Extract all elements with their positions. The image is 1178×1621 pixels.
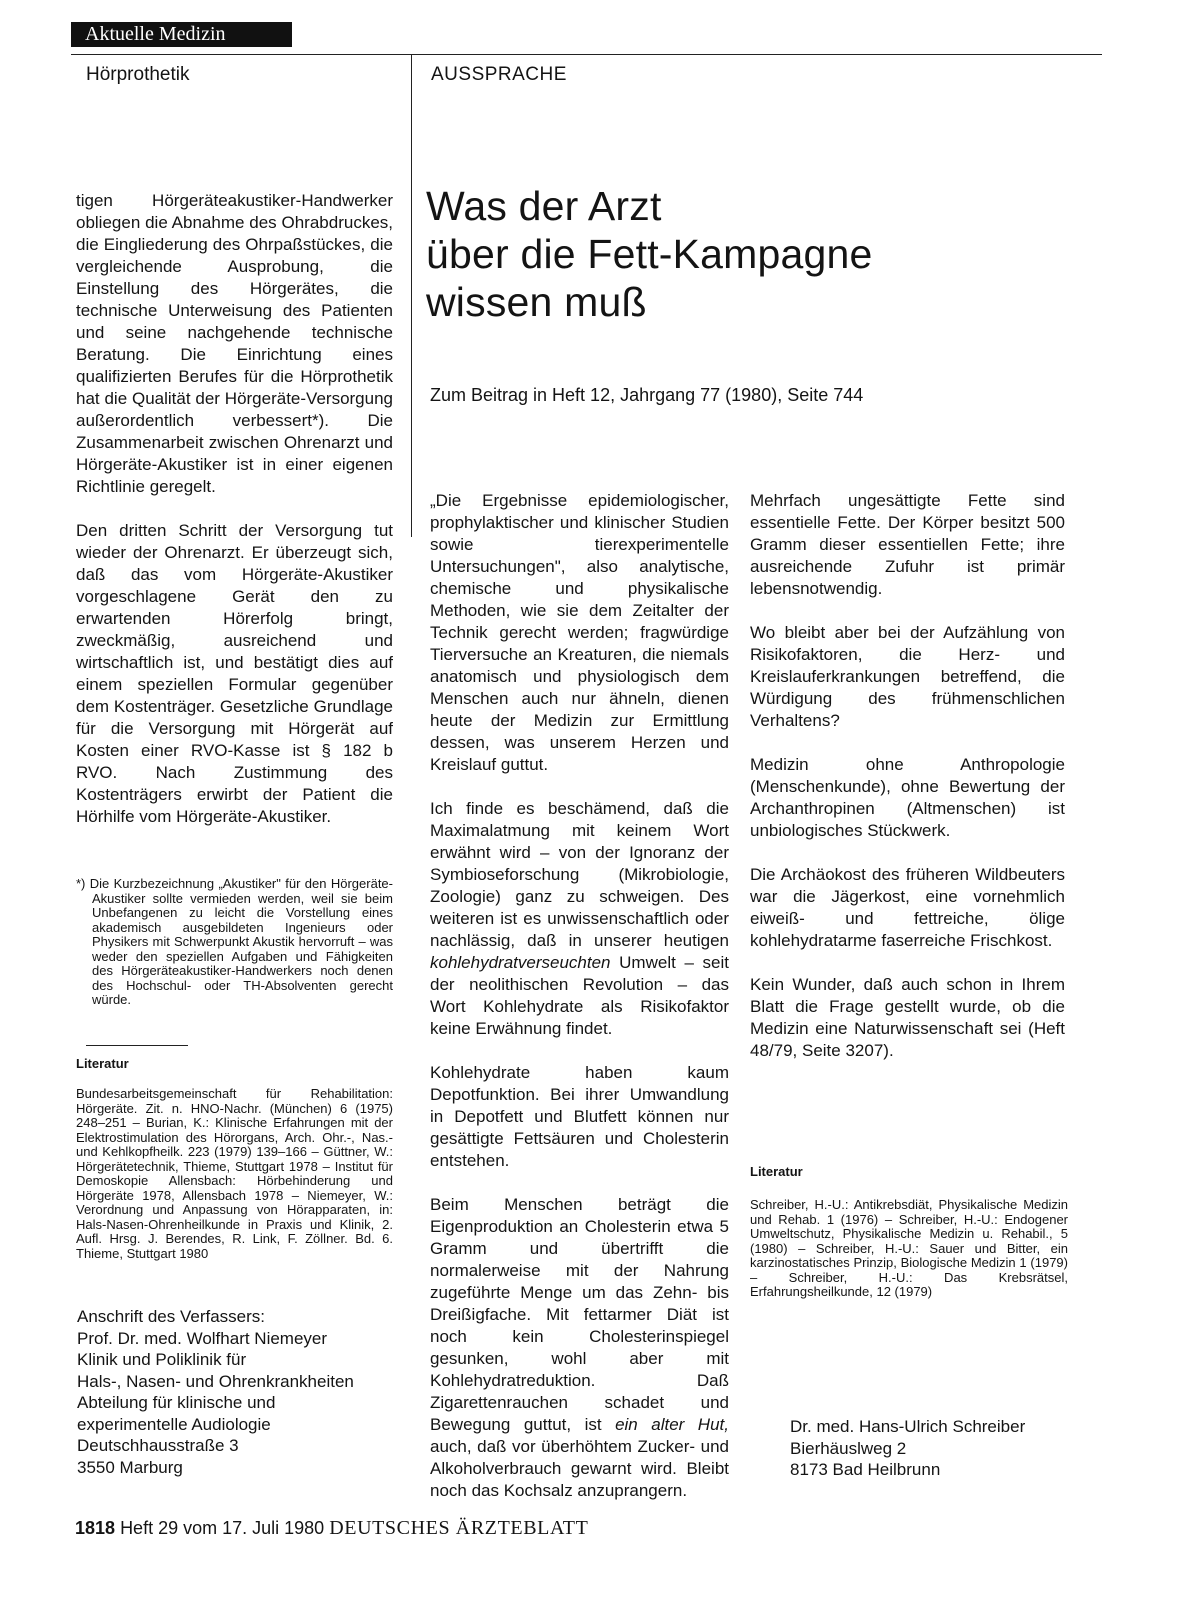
journal-name: DEUTSCHES ÄRZTEBLATT (329, 1517, 589, 1539)
right-paragraph-4: Die Archäokost des früheren Wildbeuters war die Jägerkost, eine vornehmlich eiweiß- und fettreiche, ölige kohlehydratarme faserreiche Frischkost. (750, 865, 1065, 950)
section-title-left: Hörprothetik (86, 64, 190, 85)
middle-paragraph-2-text-b: Umwelt – seit der neolithischen Revolution – das Wort Kohlehydrate als Risikofaktor keine Erwähnung findet. (430, 953, 729, 1038)
literature-list-right: Schreiber, H.-U.: Antikrebsdiät, Physikalische Medizin und Rehab. 1 (1976) – Schreiber, H.-U.: Endogener Umweltschutz, Physikalische Medizin u. Rehabil., 5 (1980) – Schreiber, H.-U.: Sauer und Bitter, ein karzinostatisches Prinzip, Biologische Medizin 1 (1979) – Schreiber, H.-U.: Das Krebsrätsel, Erfahrungsheilkunde, 12 (1979) (750, 1197, 1068, 1299)
page-footer (75, 1517, 588, 1540)
rubric-label: Aktuelle Medizin (71, 22, 292, 47)
left-paragraph-1: tigen Hörgeräteakustiker-Handwerker obliegen die Abnahme des Ohrabdruckes, die Eingliederung des Ohrpaßstückes, die vergleichende Ausprobung, die Einstellung des Hörgerätes, die technische Unterweisung des Patienten und seine nachgehende technische Beratung. Die Einrichtung eines qualifizierten Berufes für die Hörprothetik hat die Qualität der Hörgeräte-Versorgung außerordentlich verbessert*). Die Zusammenarbeit zwischen Ohrenarzt und Hörgeräte-Akustiker ist in einer eigenen Richtlinie geregelt. (76, 191, 393, 496)
middle-paragraph-4-text-a: Beim Menschen beträgt die Eigenproduktion an Cholesterin etwa 5 Gramm und übertrifft die normalerweise mit der Nahrung zugeführte Menge um das Zehn- bis Dreißigfache. Mit fettarmer Diät ist noch kein Cholesterinspiegel gesunken, wohl aber mit Kohlehydratreduktion. Daß Zigarettenrauchen schadet und Bewegung guttut, ist (430, 1195, 729, 1434)
middle-paragraph-1: „Die Ergebnisse epidemiologischer, prophylaktischer und klinischer Studien sowie tierexperimentelle Untersuchungen", also analytische, chemische und physikalische Methoden, wie sie dem Zeitalter der Technik gerecht werden; fragwürdige Tierversuche an Kreaturen, die niemals anatomisch und physiologisch dem Menschen auch nur ähneln, dienen heute der Medizin zur Ermittlung dessen, was unserem Herzen und Kreislauf guttut. (430, 491, 729, 774)
column-divider (411, 55, 412, 537)
right-column (750, 490, 1065, 1062)
article-subheadline: Zum Beitrag in Heft 12, Jahrgang 77 (1980), Seite 744 (430, 385, 864, 405)
middle-paragraph-4 (430, 1194, 729, 1502)
footnote: *) Die Kurzbezeichnung „Akustiker" für den Hörgeräte-Akustiker sollte vermieden werden, weil sie beim Unbefangenen zu leicht die Vorstellung eines akademisch ausgebildeten Ingenieurs oder Physikers mit Schwerpunkt Akustik hervorruft – was weder den speziellen Aufgaben und Fähigkeiten des Hörgeräteakustiker-Handwerkers noch denen des Hochschul- oder TH-Absolventen gerecht würde. (76, 876, 393, 1007)
issue-info: Heft 29 vom 17. Juli 1980 (120, 1518, 325, 1538)
article-headline: Was der Arzt über die Fett-Kampagne wissen muß (426, 183, 873, 325)
right-paragraph-1: Mehrfach ungesättigte Fette sind essentielle Fette. Der Körper besitzt 500 Gramm dieser essentiellen Fette; ihre ausreichende Zufuhr ist primär lebensnotwendig. (750, 491, 1065, 598)
literature-list-left: Bundesarbeitsgemeinschaft für Rehabilitation: Hörgeräte. Zit. n. HNO-Nachr. (München) 6 (1975) 248–251 – Burian, K.: Klinische Erfahrungen mit der Elektrostimulation des Hörorgans, Arch. Ohr.-, Nas.- und Kehlkopfheilk. 223 (1979) 139–166 – Güttner, W.: Hörgerätetechnik, Thieme, Stuttgart 1978 – Institut für Demoskopie Allensbach: Hörbehinderung und Hörgeräte 1978, Allensbach 1978 – Niemeyer, W.: Verordnung und Anpassung von Hörapparaten, in: Hals-Nasen-Ohrenheilkunde in Praxis und Klinik, 2. Aufl. Hrsg. J. Berendes, R. Link, F. Zöllner. Bd. 6. Thieme, Stuttgart 1980 (76, 1086, 393, 1261)
footnote-rule (86, 1045, 188, 1046)
literature-heading-right: Literatur (750, 1164, 803, 1179)
left-column (76, 190, 393, 828)
middle-paragraph-2-emphasis: kohlehydratverseuchten (430, 953, 611, 972)
author-address-right: Dr. med. Hans-Ulrich Schreiber Bierhäuslweg 2 8173 Bad Heilbrunn (790, 1417, 1026, 1479)
author-address-left: Anschrift des Verfassers: Prof. Dr. med. Wolfhart Niemeyer Klinik und Poliklinik für Hals-, Nasen- und Ohrenkrankheiten Abteilung für klinische und experimentelle Audiologie Deutschhausstraße 3 3550 Marburg (77, 1307, 354, 1477)
middle-paragraph-2 (430, 798, 729, 1040)
section-title-right: AUSSPRACHE (431, 64, 567, 85)
middle-paragraph-4-text-b: auch, daß vor überhöhtem Zucker- und Alkoholverbrauch gewarnt wird. Bleibt noch das Kochsalz anzuprangern. (430, 1437, 729, 1500)
right-paragraph-2: Wo bleibt aber bei der Aufzählung von Risikofaktoren, die Herz- und Kreislauferkrankungen betreffend, die Würdigung des frühmenschlichen Verhaltens? (750, 623, 1065, 730)
right-paragraph-5: Kein Wunder, daß auch schon in Ihrem Blatt die Frage gestellt wurde, ob die Medizin eine Naturwissenschaft sei (Heft 48/79, Seite 3207). (750, 975, 1065, 1060)
middle-column (430, 490, 729, 1502)
middle-paragraph-2-text-a: Ich finde es beschämend, daß die Maximalatmung mit keinem Wort erwähnt wird – von der Ignoranz der Symbioseforschung (Mikrobiologie, Zoologie) ganz zu schweigen. Des weiteren ist es unwissenschaftlich oder nachlässig, daß in unserer heutigen (430, 799, 729, 950)
page-number: 1818 (75, 1518, 116, 1538)
literature-heading-left: Literatur (76, 1056, 129, 1071)
middle-paragraph-3: Kohlehydrate haben kaum Depotfunktion. Bei ihrer Umwandlung in Depotfett und Blutfett können nur gesättigte Fettsäuren und Cholesterin entstehen. (430, 1063, 729, 1170)
middle-paragraph-4-emphasis: ein alter Hut, (615, 1415, 729, 1434)
header-rule (71, 54, 1102, 55)
right-paragraph-3: Medizin ohne Anthropologie (Menschenkunde), ohne Bewertung der Archanthropinen (Altmenschen) ist unbiologisches Stückwerk. (750, 755, 1065, 840)
left-paragraph-2: Den dritten Schritt der Versorgung tut wieder der Ohrenarzt. Er überzeugt sich, daß das vom Hörgeräte-Akustiker vorgeschlagene Gerät den zu erwartenden Hörerfolg bringt, zweckmäßig, ausreichend und wirtschaftlich ist, und bestätigt dies auf einem speziellen Formular gegenüber dem Kostenträger. Gesetzliche Grundlage für die Versorgung mit Hörgerät auf Kosten einer RVO-Kasse ist § 182 b RVO. Nach Zustimmung des Kostenträgers erwirbt der Patient die Hörhilfe vom Hörgeräte-Akustiker. (76, 521, 393, 826)
